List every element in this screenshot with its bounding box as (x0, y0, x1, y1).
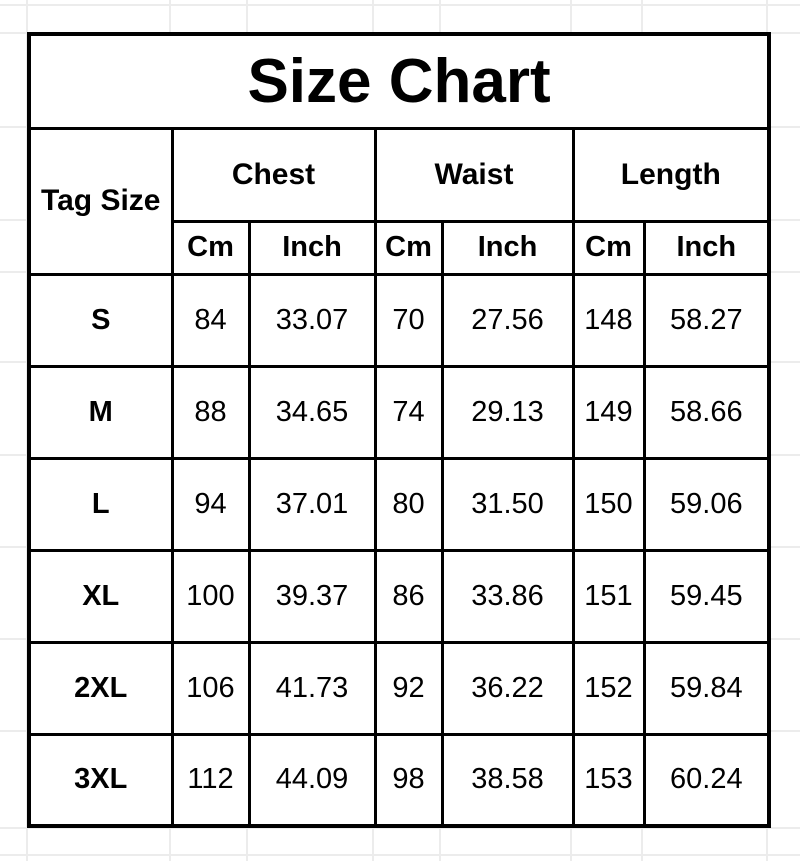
cell-waist-cm: 86 (375, 550, 442, 642)
unit-header-chest-cm: Cm (172, 221, 249, 274)
size-label: XL (29, 550, 172, 642)
cell-chest-cm: 112 (172, 734, 249, 826)
cell-chest-inch: 44.09 (249, 734, 375, 826)
grid-line (0, 854, 800, 856)
unit-header-waist-inch: Inch (442, 221, 573, 274)
size-label: S (29, 274, 172, 366)
cell-chest-cm: 94 (172, 458, 249, 550)
cell-waist-cm: 92 (375, 642, 442, 734)
cell-chest-cm: 100 (172, 550, 249, 642)
size-label: L (29, 458, 172, 550)
cell-chest-cm: 88 (172, 366, 249, 458)
cell-length-cm: 149 (573, 366, 644, 458)
cell-length-cm: 148 (573, 274, 644, 366)
group-header-waist: Waist (375, 128, 573, 221)
cell-waist-cm: 98 (375, 734, 442, 826)
cell-waist-inch: 27.56 (442, 274, 573, 366)
cell-waist-cm: 80 (375, 458, 442, 550)
cell-waist-inch: 31.50 (442, 458, 573, 550)
cell-chest-inch: 33.07 (249, 274, 375, 366)
cell-length-inch: 59.84 (644, 642, 769, 734)
cell-chest-inch: 41.73 (249, 642, 375, 734)
cell-chest-inch: 34.65 (249, 366, 375, 458)
cell-waist-inch: 29.13 (442, 366, 573, 458)
cell-chest-cm: 106 (172, 642, 249, 734)
grid-line (0, 4, 800, 6)
cell-chest-inch: 37.01 (249, 458, 375, 550)
size-label: M (29, 366, 172, 458)
size-chart-table (27, 32, 771, 828)
size-row-s (29, 274, 769, 366)
cell-waist-cm: 70 (375, 274, 442, 366)
cell-chest-cm: 84 (172, 274, 249, 366)
unit-header-chest-inch: Inch (249, 221, 375, 274)
cell-waist-inch: 38.58 (442, 734, 573, 826)
cell-length-inch: 58.66 (644, 366, 769, 458)
cell-chest-inch: 39.37 (249, 550, 375, 642)
cell-length-inch: 59.45 (644, 550, 769, 642)
group-header-chest: Chest (172, 128, 375, 221)
cell-length-cm: 152 (573, 642, 644, 734)
cell-waist-inch: 33.86 (442, 550, 573, 642)
size-row-l (29, 458, 769, 550)
tag-size-header: Tag Size (29, 128, 172, 274)
size-label: 2XL (29, 642, 172, 734)
page-title: Size Chart (29, 34, 769, 128)
unit-header-waist-cm: Cm (375, 221, 442, 274)
size-row-m (29, 366, 769, 458)
cell-waist-inch: 36.22 (442, 642, 573, 734)
unit-header-length-inch: Inch (644, 221, 769, 274)
cell-waist-cm: 74 (375, 366, 442, 458)
group-header-length: Length (573, 128, 769, 221)
size-row-2xl (29, 642, 769, 734)
cell-length-cm: 153 (573, 734, 644, 826)
cell-length-inch: 58.27 (644, 274, 769, 366)
cell-length-cm: 150 (573, 458, 644, 550)
cell-length-inch: 60.24 (644, 734, 769, 826)
cell-length-inch: 59.06 (644, 458, 769, 550)
size-row-3xl (29, 734, 769, 826)
unit-header-length-cm: Cm (573, 221, 644, 274)
size-label: 3XL (29, 734, 172, 826)
cell-length-cm: 151 (573, 550, 644, 642)
size-row-xl (29, 550, 769, 642)
